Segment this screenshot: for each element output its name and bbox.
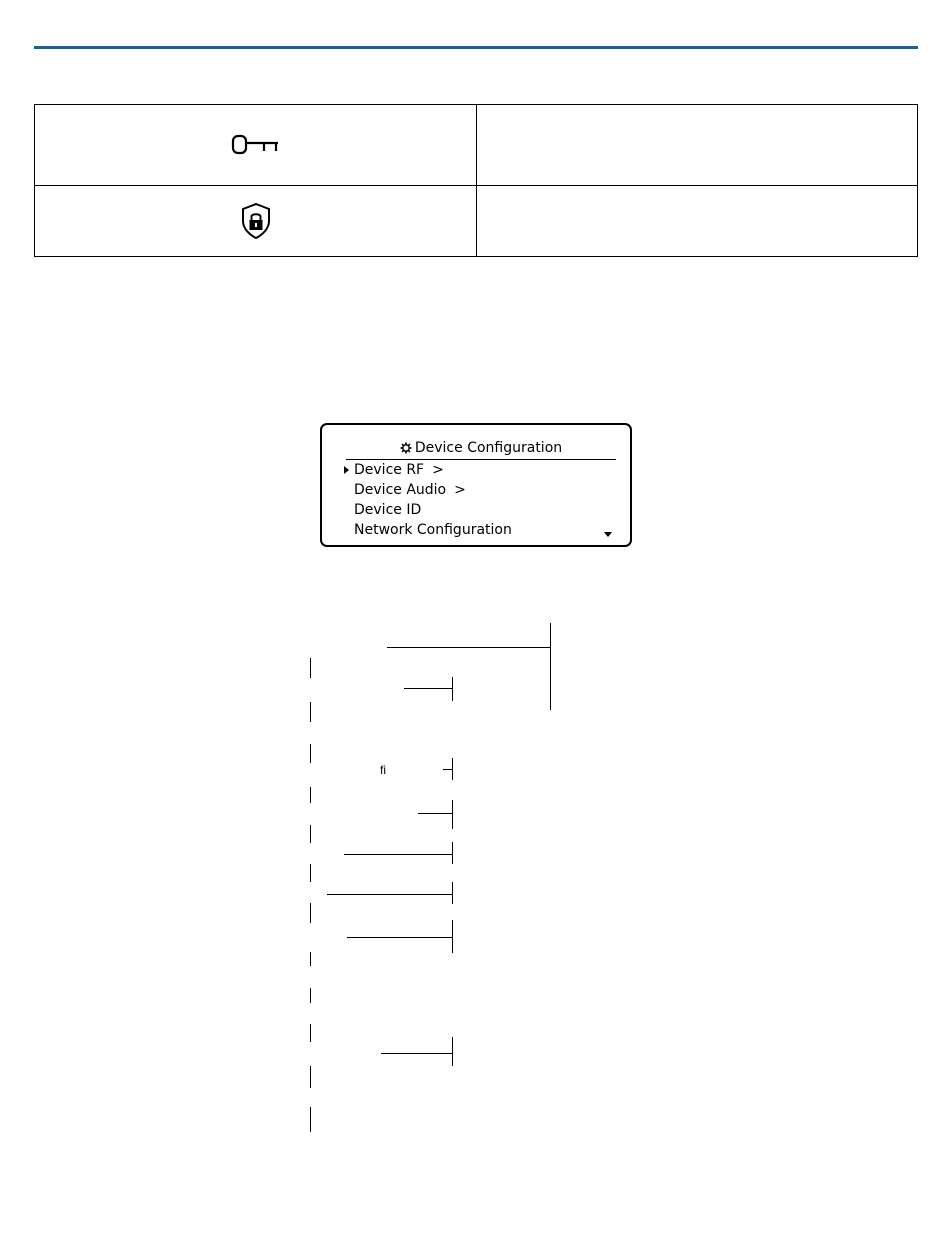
tree-spine: [310, 744, 311, 763]
tree-connector: [327, 894, 452, 895]
tree-spine: [310, 1066, 311, 1088]
tree-spine: [310, 1107, 311, 1132]
tree-connector: [452, 677, 453, 701]
menu-title-text: Device Configuration: [414, 440, 563, 456]
menu-item-label: Network Configuration: [354, 522, 512, 538]
tree-spine: [310, 825, 311, 843]
tree-spine: [310, 988, 311, 1003]
tree-connector: [452, 842, 453, 864]
menu-item-label: Device Audio: [354, 482, 447, 498]
menu-item-label: Device ID: [354, 502, 422, 518]
tree-connector: [344, 854, 452, 855]
tree-connector: [418, 813, 452, 814]
tree-spine: [310, 903, 311, 923]
tree-connector: [550, 623, 551, 710]
tree-connector: [452, 758, 453, 780]
tree-connector: [381, 1053, 452, 1054]
tree-connector: [452, 800, 453, 829]
tree-connector: [387, 647, 550, 648]
tree-connector: [452, 1037, 453, 1066]
tree-spine: [310, 1024, 311, 1042]
tree-spine: [310, 952, 311, 966]
menu-item-label: Device RF: [354, 462, 425, 478]
tree-connector: [404, 688, 452, 689]
tree-spine: [310, 787, 311, 803]
stray-glyph: ﬁ: [380, 763, 386, 777]
tree-spine: [310, 864, 311, 882]
tree-connector: [452, 920, 453, 953]
tree-connector: [443, 769, 452, 770]
tree-connector: [452, 882, 453, 904]
chevron-right-icon: >: [432, 462, 444, 478]
chevron-right-icon: >: [454, 482, 466, 498]
tree-spine: [310, 702, 311, 722]
tree-spine: [310, 658, 311, 678]
tree-connector: [347, 937, 452, 938]
